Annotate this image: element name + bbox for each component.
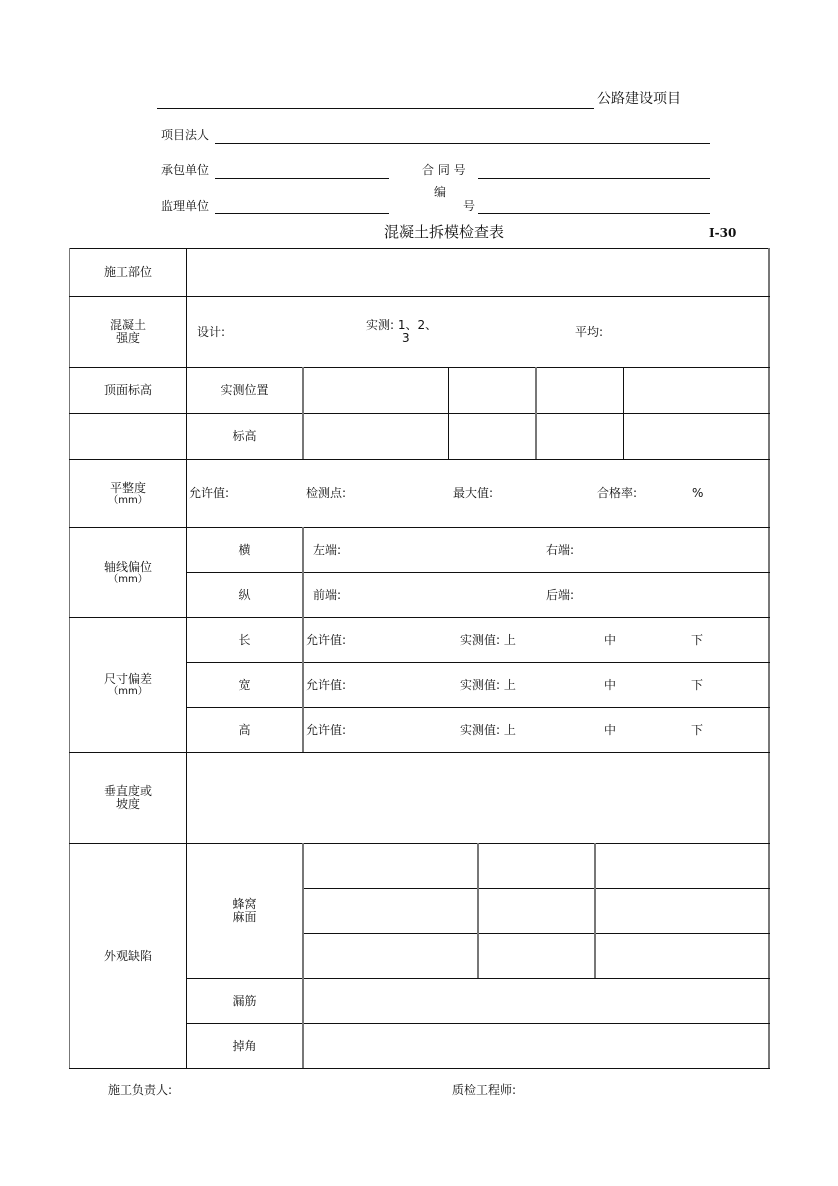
- flatness-allowed[interactable]: 允许值:: [189, 486, 230, 500]
- honeycomb-label-line1: 蜂窝: [232, 897, 257, 911]
- width-allowed[interactable]: 允许值:: [306, 678, 347, 692]
- flatness-unit: （mm）: [108, 494, 148, 506]
- honeycomb-cell[interactable]: [596, 844, 768, 888]
- serial-no-field[interactable]: [478, 213, 710, 214]
- flatness-pass-rate[interactable]: 合格率:: [597, 486, 638, 500]
- longitudinal-label: 纵: [238, 587, 251, 602]
- construction-site-label: 施工部位: [103, 265, 152, 279]
- project-name-underline[interactable]: [157, 108, 594, 109]
- qc-engineer-signature[interactable]: 质检工程师:: [452, 1083, 517, 1097]
- honeycomb-cell[interactable]: [596, 934, 768, 978]
- flatness-label-text: 平整度: [109, 480, 146, 495]
- honeycomb-cell[interactable]: [479, 889, 594, 933]
- contractor-field[interactable]: [215, 178, 389, 179]
- width-measured-mid[interactable]: 中: [604, 678, 617, 692]
- serial-label-bottom: 号: [463, 199, 476, 213]
- honeycomb-cell[interactable]: [596, 889, 768, 933]
- transverse-label: 横: [238, 542, 251, 557]
- flatness-label: [70, 460, 186, 527]
- flatness-check-points[interactable]: 检测点:: [306, 486, 347, 500]
- table-border-bottom: [69, 1068, 770, 1069]
- contractor-label: 承包单位: [161, 163, 210, 177]
- left-end-field[interactable]: 左端:: [313, 543, 342, 557]
- form-title: 混凝土拆模检查表: [384, 223, 505, 241]
- dimension-dev-label: [70, 618, 186, 752]
- axis-offset-label: [70, 528, 186, 617]
- measured-position-label: 实测位置: [220, 383, 269, 397]
- strength-label-line2: 强度: [115, 331, 140, 345]
- height-label: 高: [238, 722, 251, 737]
- front-end-field[interactable]: 前端:: [313, 588, 342, 602]
- honeycomb-cell[interactable]: [304, 934, 477, 978]
- height-measured-mid[interactable]: 中: [604, 723, 617, 737]
- honeycomb-label: [187, 844, 302, 978]
- legal-person-field[interactable]: [215, 143, 710, 144]
- height-measured-top[interactable]: 实测值: 上: [460, 723, 516, 737]
- elevation-label: 标高: [232, 429, 257, 443]
- elevation-cell-3[interactable]: [537, 414, 623, 459]
- strength-measured-line1[interactable]: 实测: 1、2、: [366, 318, 438, 332]
- length-allowed[interactable]: 允许值:: [306, 633, 347, 647]
- honeycomb-cell[interactable]: [479, 844, 594, 888]
- position-cell-4[interactable]: [624, 368, 768, 413]
- form-code: I-30: [709, 226, 737, 240]
- elevation-cell-4[interactable]: [624, 414, 768, 459]
- length-measured-top[interactable]: 实测值: 上: [460, 633, 516, 647]
- table-border-right: [768, 248, 770, 1068]
- dimension-dev-label-text: 尺寸偏差: [103, 672, 152, 686]
- length-measured-mid[interactable]: 中: [604, 633, 617, 647]
- axis-offset-label-text: 轴线偏位: [103, 559, 152, 574]
- elevation-cell-1[interactable]: [304, 414, 448, 459]
- project-suffix: 公路建设项目: [597, 91, 681, 107]
- position-cell-1[interactable]: [304, 368, 448, 413]
- broken-corner-label: 掉角: [232, 1038, 257, 1053]
- strength-average[interactable]: 平均:: [575, 325, 604, 339]
- width-label: 宽: [238, 677, 251, 692]
- construction-site-field[interactable]: [187, 249, 768, 296]
- strength-measured-line2: 3: [402, 331, 410, 345]
- top-elevation-label: 顶面标高: [103, 383, 152, 397]
- width-measured-top[interactable]: 实测值: 上: [460, 678, 516, 692]
- flatness-percent: %: [692, 486, 704, 500]
- strength-label-line1: 混凝土: [109, 318, 146, 332]
- exposed-rebar-field[interactable]: [304, 979, 768, 1023]
- broken-corner-field[interactable]: [304, 1024, 768, 1068]
- dimension-dev-unit: （mm）: [108, 686, 148, 697]
- width-measured-low[interactable]: 下: [691, 678, 704, 692]
- verticality-field[interactable]: [187, 753, 768, 843]
- height-allowed[interactable]: 允许值:: [306, 723, 347, 737]
- elevation-cell-2[interactable]: [449, 414, 535, 459]
- honeycomb-cell[interactable]: [479, 934, 594, 978]
- position-cell-3[interactable]: [537, 368, 623, 413]
- axis-offset-unit: （mm）: [108, 573, 148, 585]
- position-cell-2[interactable]: [449, 368, 535, 413]
- supervisor-field[interactable]: [215, 213, 389, 214]
- length-measured-low[interactable]: 下: [691, 633, 704, 647]
- contract-no-label: 合 同 号: [422, 163, 466, 177]
- contract-no-field[interactable]: [478, 178, 710, 179]
- verticality-label-line2: 坡度: [115, 797, 140, 811]
- length-label: 长: [238, 632, 251, 647]
- strength-design[interactable]: 设计:: [197, 325, 226, 339]
- appearance-label: 外观缺陷: [103, 948, 152, 963]
- right-end-field[interactable]: 右端:: [546, 543, 575, 557]
- flatness-max-value[interactable]: 最大值:: [453, 486, 494, 500]
- honeycomb-cell[interactable]: [304, 889, 477, 933]
- honeycomb-label-line2: 麻面: [232, 910, 257, 924]
- col-line: [302, 527, 304, 752]
- honeycomb-cell[interactable]: [304, 844, 477, 888]
- supervisor-label: 监理单位: [161, 199, 210, 213]
- rear-end-field[interactable]: 后端:: [546, 588, 575, 602]
- strength-label: [70, 297, 186, 367]
- height-measured-low[interactable]: 下: [691, 723, 704, 737]
- construction-lead-signature[interactable]: 施工负责人:: [108, 1083, 173, 1097]
- legal-person-label: 项目法人: [161, 128, 210, 142]
- verticality-label: [70, 753, 186, 843]
- serial-label-top: 编: [434, 185, 447, 199]
- exposed-rebar-label: 漏筋: [232, 993, 257, 1008]
- verticality-label-line1: 垂直度或: [103, 784, 152, 798]
